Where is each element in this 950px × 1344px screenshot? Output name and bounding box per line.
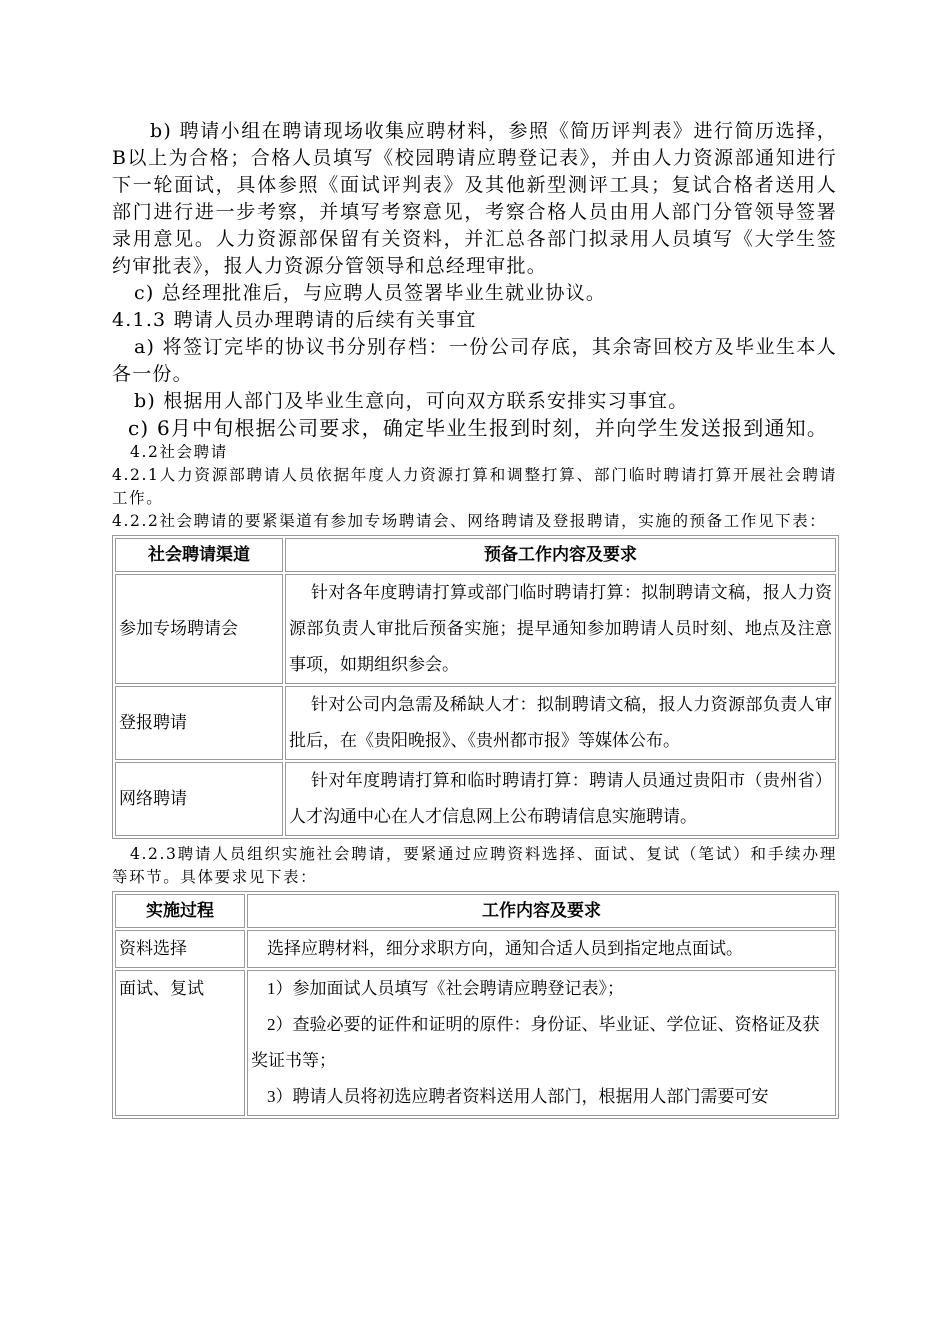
document-page — [112, 118, 837, 1119]
table-header: 预备工作内容及要求 — [285, 538, 836, 572]
table-row — [115, 930, 836, 968]
table-header-row — [115, 894, 836, 928]
table-header-row — [115, 538, 836, 572]
table-row — [115, 574, 836, 684]
heading-4-2: 4.2社会聘请 — [130, 443, 228, 461]
social-recruitment-channels-table — [112, 535, 839, 839]
table-cell-line: 2）查验必要的证件和证明的原件：身份证、毕业证、学位证、资格证及获奖证书等； — [251, 1015, 820, 1070]
paragraph-4-2-2: 4.2.2社会聘请的要紧渠道有参加专场聘请会、网络聘请及登报聘请，实施的预备工作见下表： — [112, 512, 827, 530]
heading-4-1-3: 4.1.3 聘请人员办理聘请的后续有关事宜 — [112, 309, 477, 331]
paragraph-4-2-3: 4.2.3聘请人员组织实施社会聘请，要紧通过应聘资料选择、面试、复试（笔试）和手续办理等环节。具体要求见下表： — [112, 845, 837, 886]
table-cell-content: 针对年度聘请打算和临时聘请打算：聘请人员通过贵阳市（贵州省）人才沟通中心在人才信息网上公布聘请信息实施聘请。 — [285, 762, 836, 836]
table-cell-line: 选择应聘材料，细分求职方向，通知合适人员到指定地点面试。 — [267, 939, 743, 958]
table-cell-channel: 网络聘请 — [115, 762, 283, 836]
table-row — [115, 762, 836, 836]
table-cell-content — [247, 970, 836, 1116]
paragraph-a-archive: a) 将签订完毕的协议书分别存档：一份公司存底，其余寄回校方及毕业生本人各一份。 — [112, 336, 837, 385]
table-cell-content: 针对公司内急需及稀缺人才：拟制聘请文稿，报人力资源部负责人审批后，在《贵阳晚报》、《贵州都市报》等媒体公布。 — [285, 686, 836, 760]
table-cell-stage: 资料选择 — [115, 930, 245, 968]
table-header: 社会聘请渠道 — [115, 538, 283, 572]
table-cell-line: 3）聘请人员将初选应聘者资料送用人部门，根据用人部门需要可安 — [267, 1087, 769, 1106]
table-cell-channel: 登报聘请 — [115, 686, 283, 760]
table-cell-content: 针对各年度聘请打算或部门临时聘请打算：拟制聘请文稿，报人力资源部负责人审批后预备实施；提早通知参加聘请人员时刻、地点及注意事项，如期组织参会。 — [285, 574, 836, 684]
table-cell-channel: 参加专场聘请会 — [115, 574, 283, 684]
table-cell-stage: 面试、复试 — [115, 970, 245, 1116]
paragraph-c-agreement: c) 总经理批准后，与应聘人员签署毕业生就业协议。 — [134, 282, 607, 304]
paragraph-c-report: c) 6月中旬根据公司要求，确定毕业生报到时刻，并向学生发送报到通知。 — [128, 416, 829, 440]
table-cell-line: 1）参加面试人员填写《社会聘请应聘登记表》； — [267, 979, 624, 998]
paragraph-4-2-1: 4.2.1人力资源部聘请人员依据年度人力资源打算和调整打算、部门临时聘请打算开展社会聘请工作。 — [112, 466, 837, 507]
table-header: 实施过程 — [115, 894, 245, 928]
table-cell-content — [247, 930, 836, 968]
table-header: 工作内容及要求 — [247, 894, 836, 928]
paragraph-b-screening: b) 聘请小组在聘请现场收集应聘材料，参照《简历评判表》进行简历选择，B以上为合格；合格人员填写《校园聘请应聘登记表》，并由人力资源部通知进行下一轮面试，具体参照《面试评判表》及其他新型测评工具；复试合格者送用人部门进行进一步考察，并填写考察意见，考察合格人员由用人部门分管领导签署录用意见。人力资源部保留有关资料，并汇总各部门拟录用人员填写《大学生签约审批表》，报人力资源分管领导和总经理审批。 — [112, 120, 837, 277]
table-row — [115, 686, 836, 760]
implementation-process-table — [112, 891, 839, 1119]
paragraph-b-internship: b) 根据用人部门及毕业生意向，可向双方联系安排实习事宜。 — [134, 390, 689, 412]
table-row — [115, 970, 836, 1116]
